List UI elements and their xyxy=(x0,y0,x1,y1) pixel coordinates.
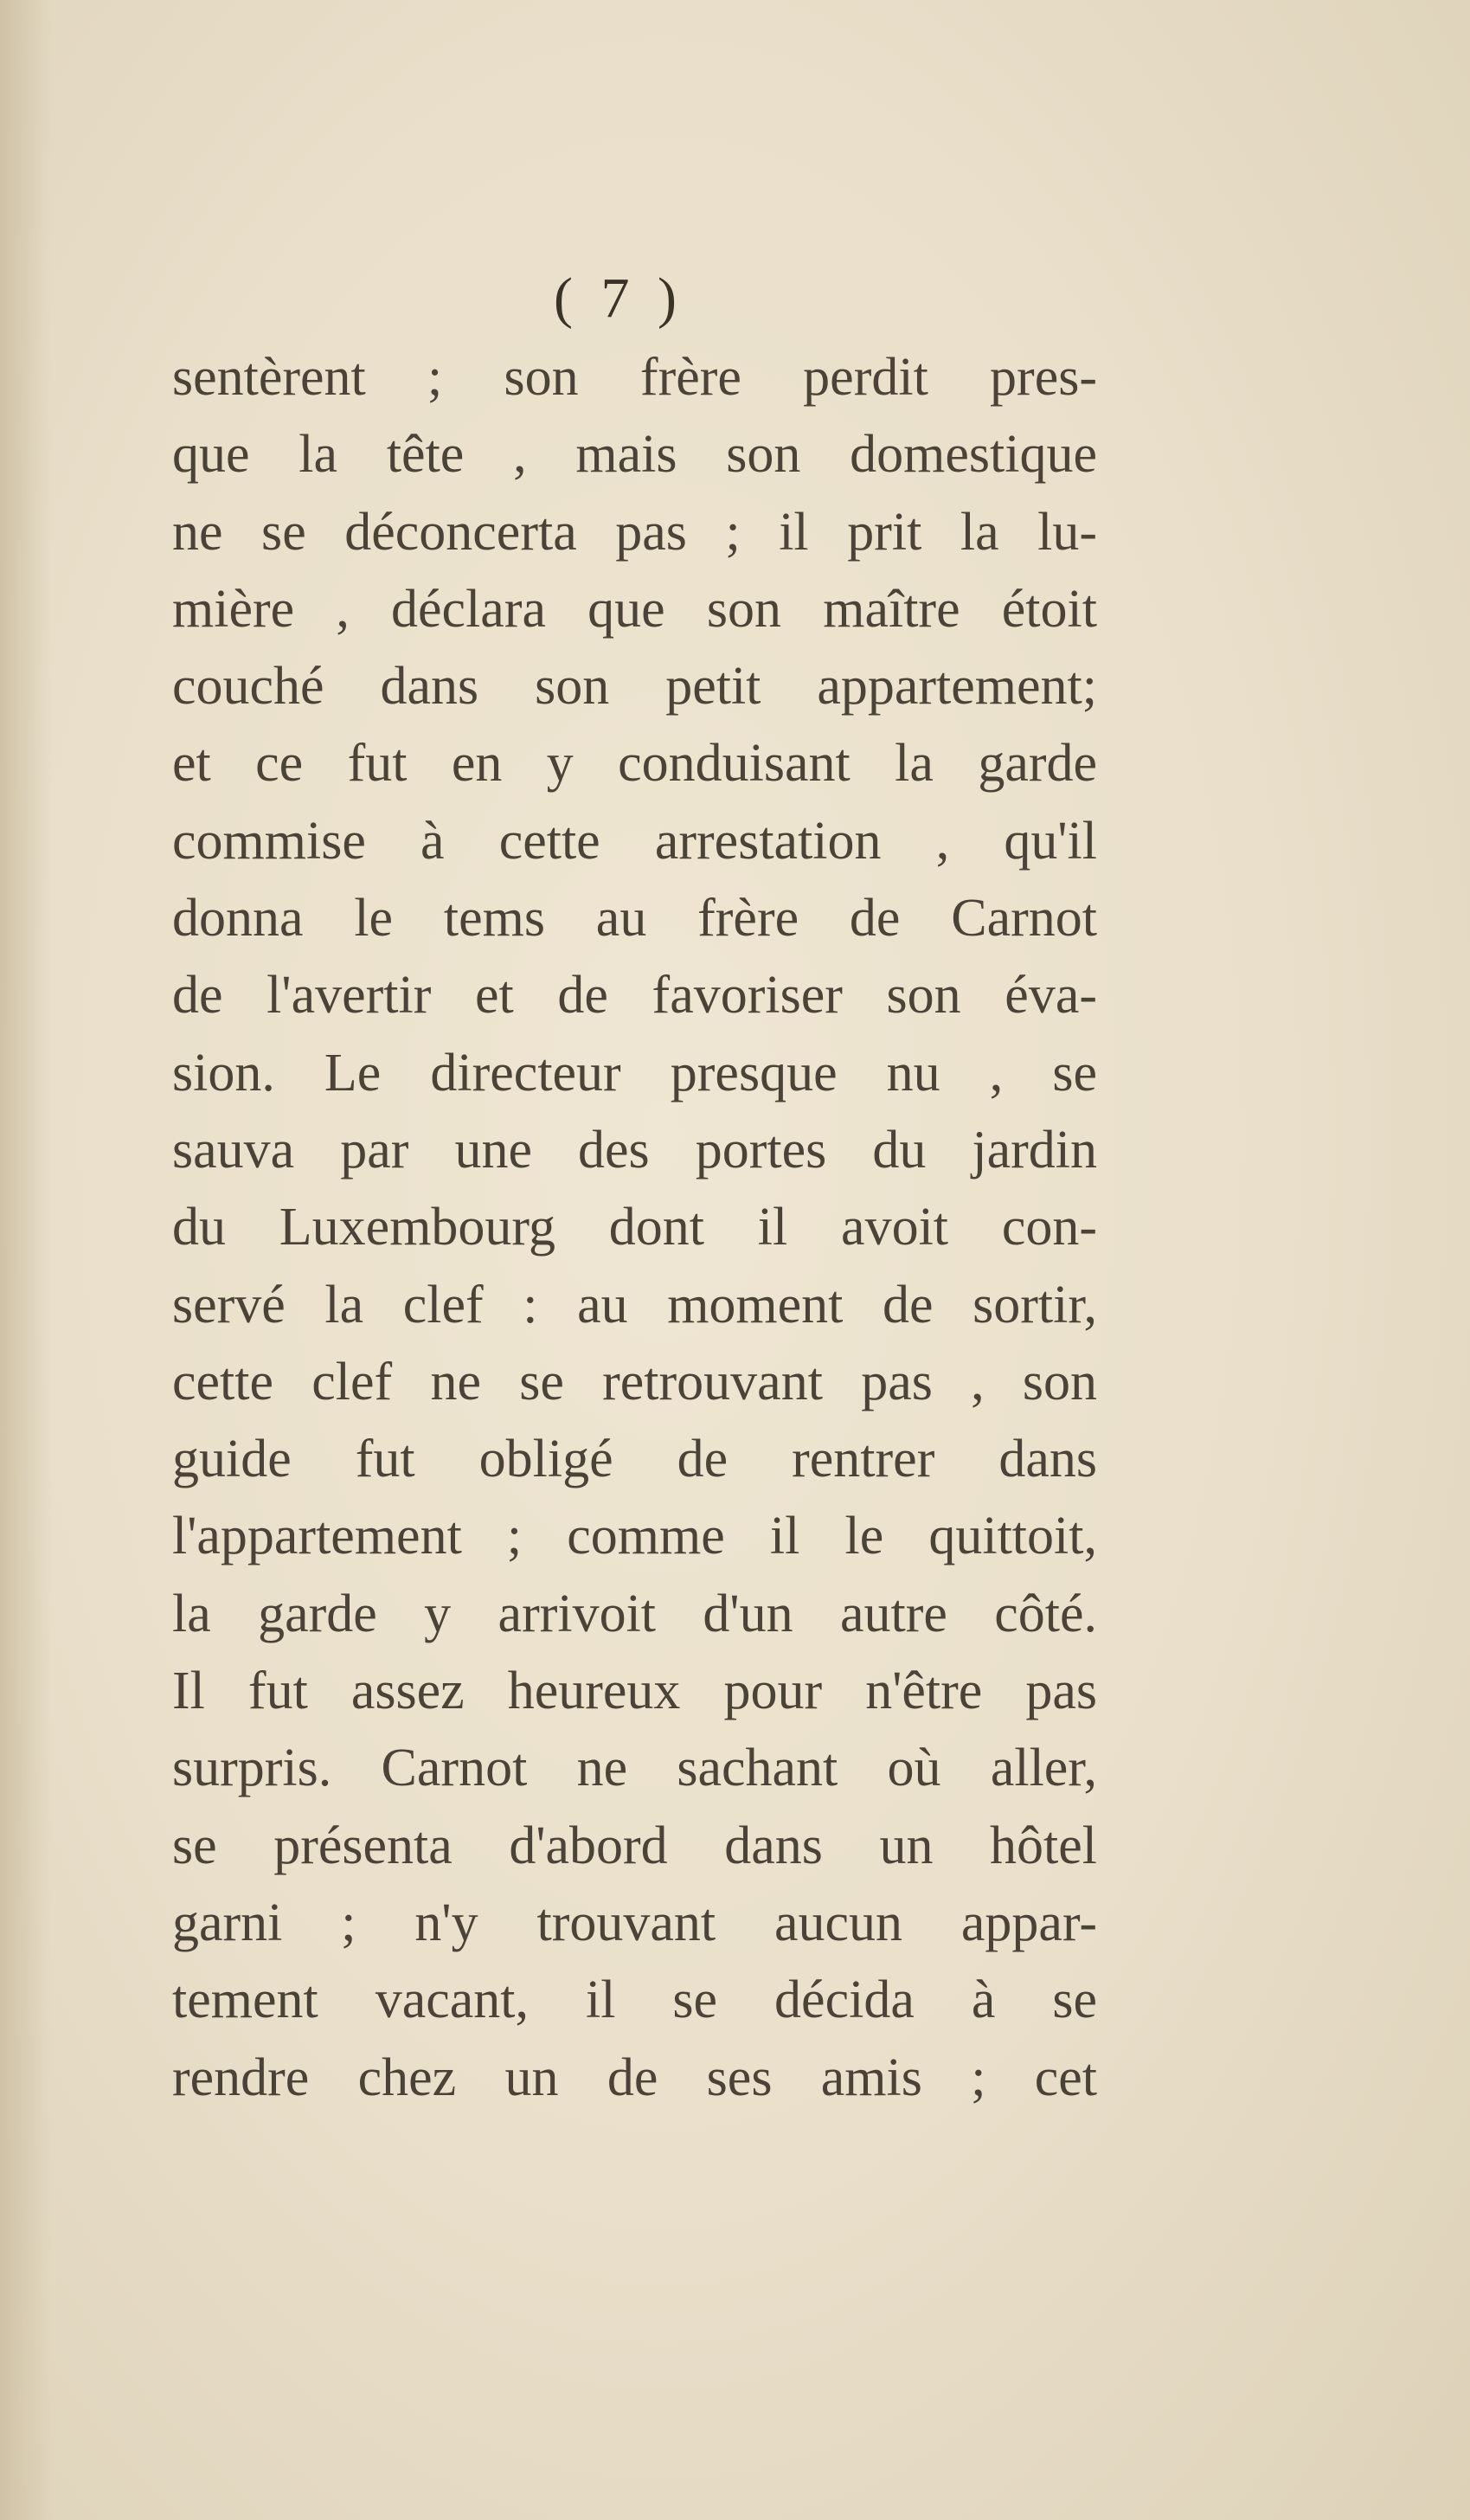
text-line: surpris. Carnot ne sachant où aller, xyxy=(172,1739,1097,1798)
text-line: servé la clef : au moment de sortir, xyxy=(172,1275,1097,1334)
text-line: la garde y arrivoit d'un autre côté. xyxy=(172,1584,1097,1643)
text-line: cette clef ne se retrouvant pas , son xyxy=(172,1352,1097,1411)
text-line: ne se déconcerta pas ; il prit la lu- xyxy=(172,502,1097,562)
text-line: couché dans son petit appartement; xyxy=(172,657,1097,717)
text-line: donna le tems au frère de Carnot xyxy=(172,889,1097,948)
body-text xyxy=(172,339,1097,2117)
text-line: et ce fut en y conduisant la garde xyxy=(172,734,1097,794)
text-line: sauva par une des portes du jardin xyxy=(172,1120,1097,1180)
text-line: du Luxembourg dont il avoit con- xyxy=(172,1198,1097,1257)
page-gutter-shadow xyxy=(0,0,52,2520)
text-line: l'appartement ; comme il le quittoit, xyxy=(172,1507,1097,1566)
text-line: sentèrent ; son frère perdit pres- xyxy=(172,348,1097,407)
text-line: mière , déclara que son maître étoit xyxy=(172,579,1097,639)
text-line: que la tête , mais son domestique xyxy=(172,425,1097,485)
page-number: ( 7 ) xyxy=(554,267,684,330)
text-line: guide fut obligé de rentrer dans xyxy=(172,1430,1097,1489)
text-line: Il fut assez heureux pour n'être pas xyxy=(172,1662,1097,1721)
text-line: se présenta d'abord dans un hôtel xyxy=(172,1816,1097,1875)
text-line: garni ; n'y trouvant aucun appar- xyxy=(172,1893,1097,1952)
text-line: commise à cette arrestation , qu'il xyxy=(172,811,1097,871)
text-line: tement vacant, il se décida à se xyxy=(172,1970,1097,2030)
text-line: sion. Le directeur presque nu , se xyxy=(172,1043,1097,1102)
text-line: rendre chez un de ses amis ; cet xyxy=(172,2048,1097,2107)
text-line: de l'avertir et de favoriser son éva- xyxy=(172,966,1097,1025)
